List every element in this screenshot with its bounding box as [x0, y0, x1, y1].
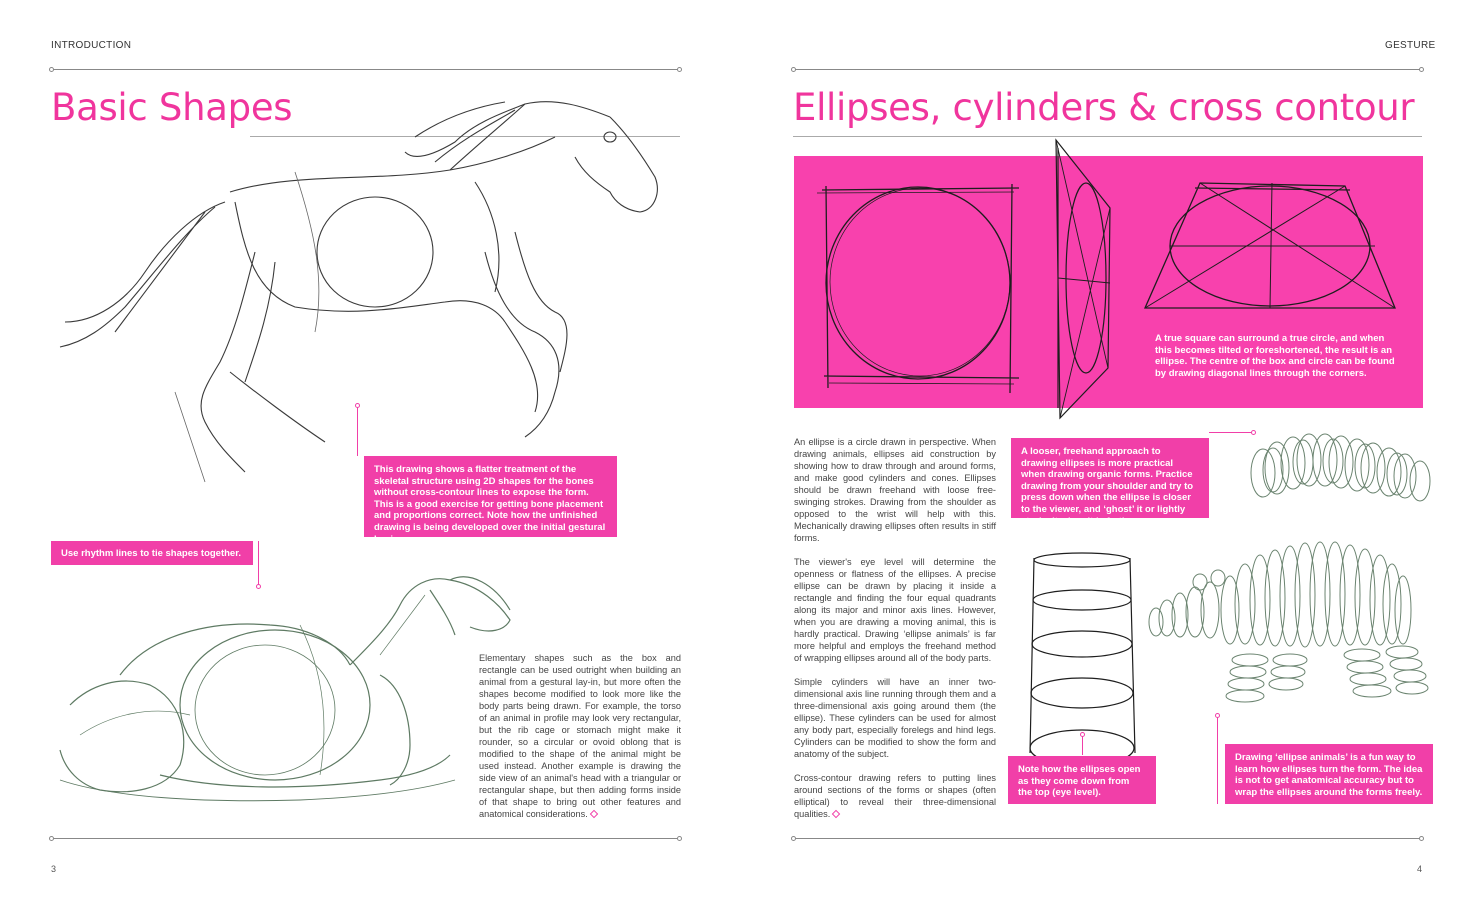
bear-leg-rings	[1226, 646, 1428, 702]
cylinder-ring	[1033, 590, 1131, 610]
end-mark-icon	[832, 810, 840, 818]
end-mark-icon	[590, 810, 598, 818]
callout-leader-line	[1082, 735, 1083, 755]
callout-leader-dot	[1080, 732, 1085, 737]
body-paragraph: Simple cylinders will have an inner two-dimensional axis line running through them and a three-dimensional axis going around them (the ellipse). These cylinders can be used for almost any body part, especially forelegs and hind legs. Cylinders can be modified to show the form and anatomy of the subject.	[794, 677, 996, 759]
callout-freehand: A looser, freehand approach to drawing ellipses is more practical when drawing organic forms. Practice drawing from your shoulder and try to press down when the ellipse is closer to the viewer, and ‘ghost’ it or lightly stroke it when it is farther away.	[1011, 438, 1209, 518]
callout-rhythm: Use rhythm lines to tie shapes together.	[51, 541, 253, 565]
camel-folded-legs	[60, 681, 450, 792]
horse-head	[575, 117, 657, 212]
horse-eye	[604, 132, 616, 142]
bottom-rule-right	[793, 838, 1422, 839]
camel-sketch	[50, 565, 520, 815]
tilted-ellipse-sketch	[1048, 138, 1128, 423]
title-rule-right	[793, 136, 1422, 137]
top-rule-right	[793, 69, 1422, 70]
square-outline	[822, 184, 1019, 393]
camel-gesture-lines	[80, 595, 425, 775]
page-number-left: 3	[51, 864, 57, 874]
callout-leader-line	[1217, 716, 1218, 804]
callout-skeleton: This drawing shows a flatter treatment of the skeletal structure using 2D shapes for the bones without cross-contour lines to expose the form. This is a good exercise for getting bone placement and proportions correct. Note how the unfinished drawing is being developed over the initial gestural lay-in.	[364, 456, 617, 537]
camel-neck-front	[380, 675, 410, 785]
horse-ribcage	[317, 197, 433, 307]
horse-gesture-lines	[175, 172, 319, 482]
bear-head-rings	[1149, 570, 1225, 638]
square-circle-sketch	[814, 178, 1024, 398]
rule-dot	[49, 67, 54, 72]
rule-dot	[677, 67, 682, 72]
cylinder-ring	[1034, 553, 1130, 567]
rule-dot	[49, 836, 54, 841]
callout-leader-line	[357, 406, 358, 456]
circle-outline-ghost	[830, 188, 1010, 376]
page-title-left: Basic Shapes	[51, 86, 293, 129]
running-head-left: INTRODUCTION	[51, 40, 132, 51]
perspective-diagonals	[1145, 183, 1395, 308]
horse-neck	[450, 102, 610, 170]
callout-ellipse-animals: Drawing ‘ellipse animals’ is a fun way to learn how ellipses turn the form. The idea is not to get anatomical accuracy but to wrap the ellipses around the forms freely.	[1225, 744, 1433, 804]
callout-leader-dot	[1215, 713, 1220, 718]
freehand-ellipses-sketch	[1245, 428, 1435, 513]
horse-front-leg	[485, 232, 567, 437]
body-paragraph: The viewer's eye level will determine the openness or flatness of the ellipses. A precise ellipse can be drawn by placing it inside a rectangle and finding the four equal quadrants along its major and minor axis lines. However, when you are drawing a moving animal, this is hardly practical. Drawing ‘ellipse animals’ is far more helpful and employs the freehand method of wrapping ellipses around all of the body parts.	[794, 557, 996, 663]
rule-dot	[1419, 67, 1424, 72]
horse-tail	[60, 202, 225, 347]
horse-hind-leg	[201, 252, 325, 472]
callout-square: A true square can surround a true circle, and when this becomes tilted or foreshortened, the result is an ellipse. The centre of the box and circle can be found by drawing diagonal lines through the corners.	[1155, 333, 1395, 379]
cylinder-ring	[1032, 631, 1132, 657]
cylinder-ring	[1031, 678, 1133, 708]
horse-chest	[475, 182, 499, 292]
rule-dot	[677, 836, 682, 841]
body-text-left	[479, 652, 681, 820]
bear-ellipse-sketch	[1140, 530, 1430, 730]
square-outline-extra	[817, 192, 1014, 384]
horse-mane	[405, 102, 525, 162]
body-paragraph: An ellipse is a circle drawn in perspective. When drawing animals, ellipses aid construction by showing how to draw through and around forms, and make good cylinders and cones. Ellipses should be drawn freehand with loose free-swinging strokes. Drawing from the shoulder as opposed to the wrist will help with this. Mechanically drawing ellipses often results in stiff forms.	[794, 437, 996, 543]
callout-ellipses-open: Note how the ellipses open as they come down from the top (eye level).	[1008, 756, 1156, 804]
rule-dot	[791, 836, 796, 841]
body-paragraph	[794, 772, 996, 820]
cylinder-side	[1030, 558, 1135, 753]
horse-back-line	[230, 137, 555, 192]
rule-dot	[1419, 836, 1424, 841]
camel-base-line	[60, 780, 455, 801]
body-paragraph-last: Cross-contour drawing refers to putting lines around sections of the forms or shapes (often elliptical) to reveal their three-dimensional qualities.	[794, 773, 996, 819]
camel-torso-inner	[195, 645, 335, 775]
ellipse-chain	[1251, 434, 1430, 501]
bear-body-rings	[1221, 542, 1411, 647]
top-rule-left	[51, 69, 680, 70]
body-text-left-content: Elementary shapes such as the box and rectangle can be used outright when building an animal from a gestural lay-in, but more often the shapes become modified to look more like the body parts being drawn. For example, the torso of an animal in profile may look very rectangular, but the rib cage or stomach might make it rounder, so a circular or ovoid oblong that is modified to the shape of the animal might be used instead. Another example is drawing the side view of an animal's head with a triangular or rectangular shape, but then adding forms inside of that shape to bring out other features and anatomical considerations.	[479, 653, 681, 819]
rule-dot	[791, 67, 796, 72]
camel-hump	[120, 624, 350, 675]
body-text-right	[794, 436, 996, 832]
horse-sketch	[55, 92, 675, 492]
horse-belly	[235, 202, 505, 322]
page-number-right: 4	[1417, 864, 1423, 874]
page-title-right: Ellipses, cylinders & cross contour	[793, 86, 1415, 129]
bottom-rule-left	[51, 838, 680, 839]
running-head-right: GESTURE	[1385, 40, 1436, 51]
perspective-ellipse-sketch	[1140, 178, 1410, 313]
tilted-diagonals	[1056, 140, 1110, 418]
callout-leader-dot	[355, 403, 360, 408]
